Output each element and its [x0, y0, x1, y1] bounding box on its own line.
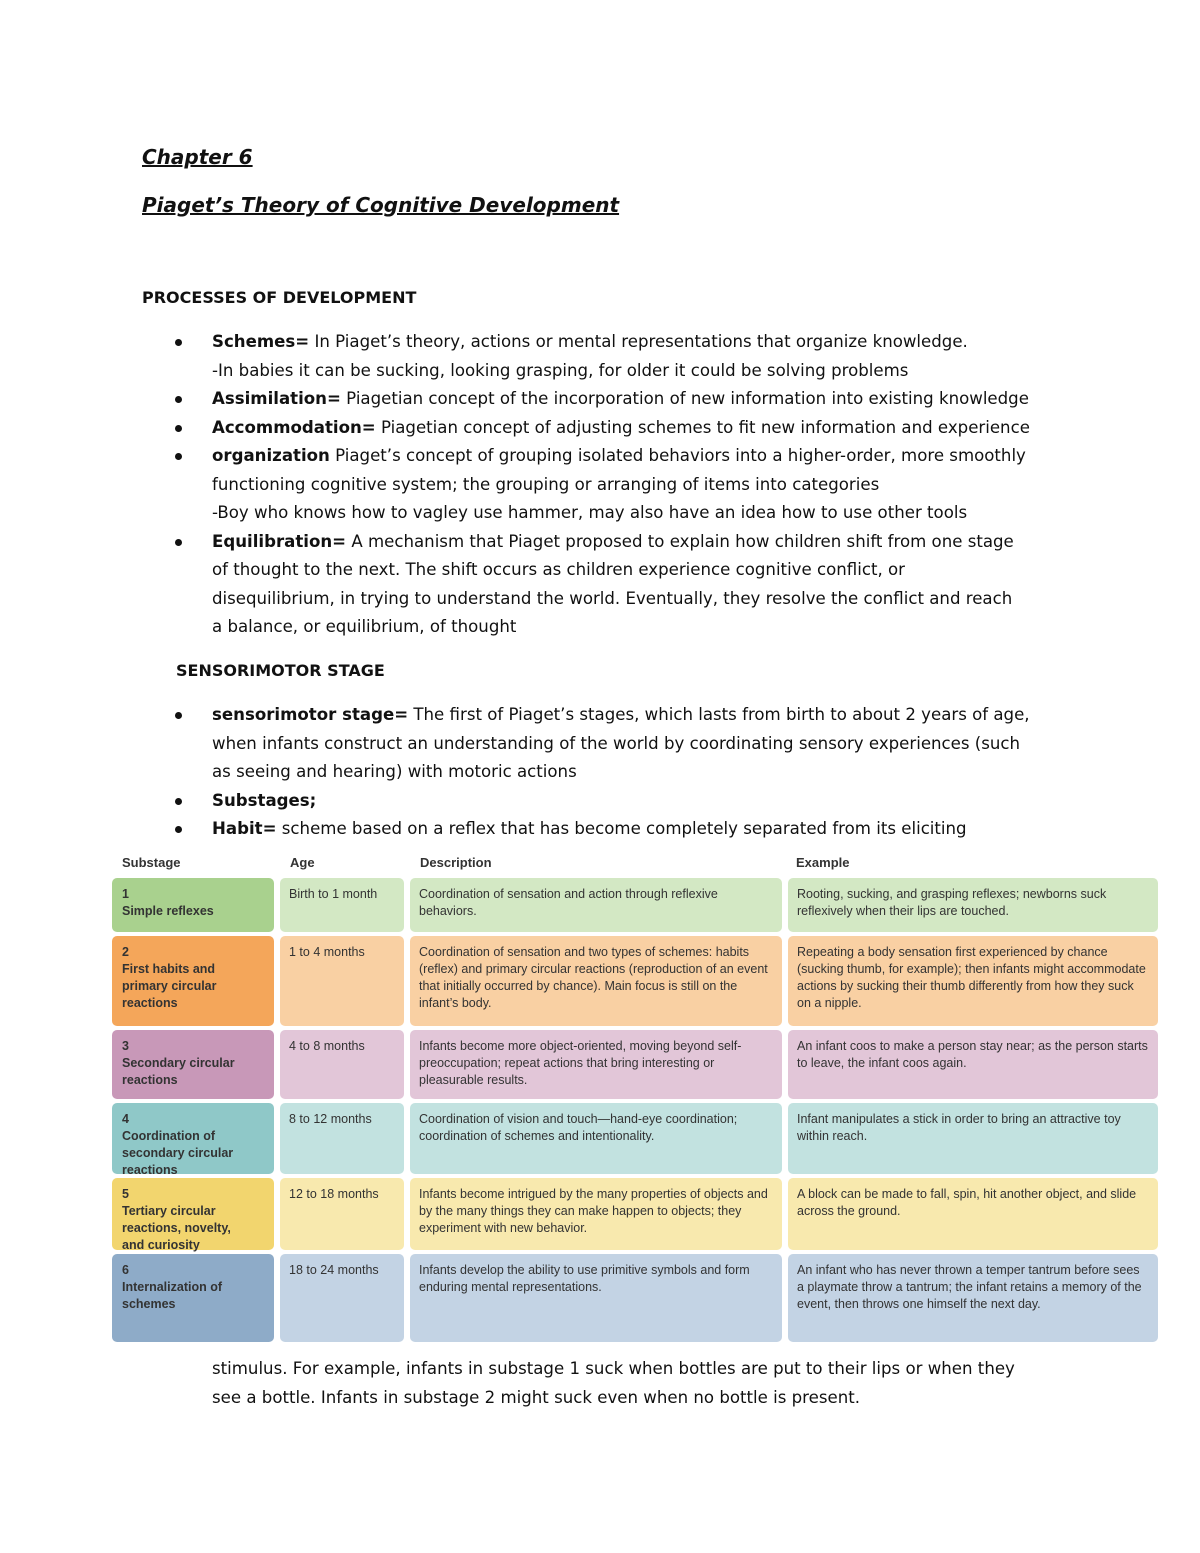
- description-cell: Infants become intrigued by the many properties of objects and by the many things they can make happen to objects; they experiment with new behavior.: [410, 1178, 782, 1250]
- processes-list: [170, 328, 1070, 642]
- header-age: Age: [290, 855, 315, 870]
- substage-cell: [112, 1178, 274, 1250]
- bullet-term: Equilibration=: [212, 531, 347, 551]
- processes-heading: PROCESSES OF DEVELOPMENT: [142, 288, 417, 307]
- bullet-item: [170, 815, 1070, 844]
- bullet-item: [170, 442, 1070, 528]
- substage-number: 5: [122, 1187, 129, 1201]
- substage-number: 2: [122, 945, 129, 959]
- bullet-line: [212, 414, 1070, 443]
- substage-cell: [112, 1103, 274, 1177]
- example-cell: Repeating a body sensation first experienced by chance (sucking thumb, for example); then infants might accommodate actions by sucking their thumb differently from how they suck on a nipple.: [788, 936, 1158, 1026]
- substage-name: Coordination of secondary circular reactions: [122, 1129, 234, 1177]
- bullet-line: [212, 815, 1070, 844]
- bullet-line: [212, 385, 1070, 414]
- header-example: Example: [796, 855, 850, 870]
- bullet-line: [212, 701, 1070, 730]
- substage-name: Tertiary circular reactions, novelty, and curiosity: [122, 1204, 231, 1252]
- description-cell: Infants develop the ability to use primitive symbols and form enduring mental representations.: [410, 1254, 782, 1342]
- bullet-dot: [175, 712, 182, 719]
- bullet-dot: [175, 339, 182, 346]
- continuation-line: stimulus. For example, infants in substage 1 suck when bottles are put to their lips or when they: [212, 1359, 1015, 1378]
- bullet-line: as seeing and hearing) with motoric actions: [212, 762, 577, 781]
- bullet-line: [212, 442, 1070, 471]
- bullet-text: scheme based on a reflex that has become completely separated from its eliciting: [281, 819, 967, 838]
- substage-name: First habits and primary circular reactions: [122, 962, 217, 1010]
- substage-cell: [112, 936, 274, 1026]
- bullet-item: [170, 701, 1070, 787]
- substage-cell: [112, 1254, 274, 1342]
- bullet-item: [170, 787, 1070, 816]
- bullet-item: [170, 528, 1070, 642]
- substage-number: 4: [122, 1112, 129, 1126]
- bullet-line: -In babies it can be sucking, looking grasping, for older it could be solving problems: [212, 360, 909, 380]
- chapter-title: Chapter 6: [142, 145, 253, 169]
- substage-number: 3: [122, 1039, 129, 1053]
- description-cell: Coordination of sensation and two types of schemes: habits (reflex) and primary circular reactions (reproduction of an event that initially occurred by chance). Main focus is still on the infant’s body.: [410, 936, 782, 1026]
- theory-title: Piaget’s Theory of Cognitive Development: [142, 193, 620, 217]
- description-cell: Coordination of sensation and action through reflexive behaviors.: [410, 878, 782, 932]
- continuation-line: see a bottle. Infants in substage 2 might suck even when no bottle is present.: [212, 1387, 860, 1407]
- age-cell: 8 to 12 months: [280, 1103, 404, 1174]
- bullet-term: Schemes=: [212, 332, 310, 351]
- substage-cell: [112, 878, 274, 932]
- description-cell: Infants become more object-oriented, moving beyond self-preoccupation; repeat actions that bring interesting or pleasurable results.: [410, 1030, 782, 1099]
- bullet-line: -Boy who knows how to vagley use hammer, may also have an idea how to use other tools: [212, 503, 968, 522]
- bullet-text: The first of Piaget’s stages, which lasts from birth to about 2 years of age,: [413, 705, 1030, 724]
- bullet-text: A mechanism that Piaget proposed to explain how children shift from one stage: [351, 531, 1014, 551]
- substage-name: Internalization of schemes: [122, 1280, 222, 1311]
- substage-name: Simple reflexes: [122, 904, 214, 918]
- bullet-dot: [175, 425, 182, 432]
- bullet-text: Piagetian concept of the incorporation of new information into existing knowledge: [346, 389, 1029, 408]
- substage-name: Secondary circular reactions: [122, 1056, 235, 1087]
- age-cell: 12 to 18 months: [280, 1178, 404, 1250]
- table-header: [110, 852, 1160, 874]
- substage-cell: [112, 1030, 274, 1099]
- example-cell: Rooting, sucking, and grasping reflexes; newborns suck reflexively when their lips are touched.: [788, 878, 1158, 932]
- bullet-line: disequilibrium, in trying to understand the world. Eventually, they resolve the conflict and reach: [212, 588, 1013, 608]
- bullet-text: In Piaget’s theory, actions or mental representations that organize knowledge.: [314, 332, 968, 351]
- description-cell: Coordination of vision and touch—hand-eye coordination; coordination of schemes and intentionality.: [410, 1103, 782, 1174]
- table-row: [110, 1178, 1160, 1250]
- header-description: Description: [420, 855, 492, 870]
- table-row: [110, 1103, 1160, 1177]
- bullet-line: [212, 328, 1070, 357]
- bullet-term: Habit=: [212, 819, 277, 838]
- age-cell: 18 to 24 months: [280, 1254, 404, 1342]
- bullet-item: [170, 328, 1070, 385]
- table-row: [110, 1030, 1160, 1099]
- age-cell: 1 to 4 months: [280, 936, 404, 1026]
- bullet-term: sensorimotor stage=: [212, 705, 409, 724]
- table-row: [110, 1254, 1160, 1342]
- bullet-item: [170, 385, 1070, 414]
- bullet-line: a balance, or equilibrium, of thought: [212, 617, 517, 636]
- bullet-dot: [175, 826, 182, 833]
- bullet-text: Piaget’s concept of grouping isolated behaviors into a higher-order, more smoothly: [335, 446, 1026, 465]
- bullet-line: [212, 528, 1070, 557]
- sensorimotor-heading: SENSORIMOTOR STAGE: [176, 661, 385, 680]
- bullet-line: [212, 787, 1070, 816]
- bullet-item: [170, 414, 1070, 443]
- bullet-dot: [175, 798, 182, 805]
- bullet-term: Accommodation=: [212, 417, 376, 437]
- bullet-line: of thought to the next. The shift occurs as children experience cognitive conflict, or: [212, 560, 905, 579]
- table-row: [110, 936, 1160, 1026]
- substage-table: [110, 852, 1160, 1344]
- continuation-text: [212, 1355, 1112, 1412]
- bullet-line: functioning cognitive system; the grouping or arranging of items into categories: [212, 474, 880, 494]
- bullet-term: organization: [212, 446, 330, 465]
- age-cell: Birth to 1 month: [280, 878, 404, 932]
- bullet-dot: [175, 539, 182, 546]
- table-row: [110, 878, 1160, 932]
- bullet-line: when infants construct an understanding of the world by coordinating sensory experiences (such: [212, 733, 1021, 753]
- substage-number: 6: [122, 1263, 129, 1277]
- sensorimotor-list: [170, 701, 1070, 844]
- bullet-dot: [175, 396, 182, 403]
- example-cell: An infant coos to make a person stay near; as the person starts to leave, the infant coos again.: [788, 1030, 1158, 1099]
- bullet-term: Substages;: [212, 790, 317, 810]
- header-substage: Substage: [122, 855, 181, 870]
- age-cell: 4 to 8 months: [280, 1030, 404, 1099]
- bullet-text: Piagetian concept of adjusting schemes to fit new information and experience: [381, 417, 1030, 437]
- example-cell: An infant who has never thrown a temper tantrum before sees a playmate throw a tantrum; the infant retains a memory of the event, then throws one himself the next day.: [788, 1254, 1158, 1342]
- bullet-term: Assimilation=: [212, 389, 341, 408]
- example-cell: Infant manipulates a stick in order to bring an attractive toy within reach.: [788, 1103, 1158, 1174]
- substage-number: 1: [122, 887, 129, 901]
- bullet-dot: [175, 453, 182, 460]
- example-cell: A block can be made to fall, spin, hit another object, and slide across the ground.: [788, 1178, 1158, 1250]
